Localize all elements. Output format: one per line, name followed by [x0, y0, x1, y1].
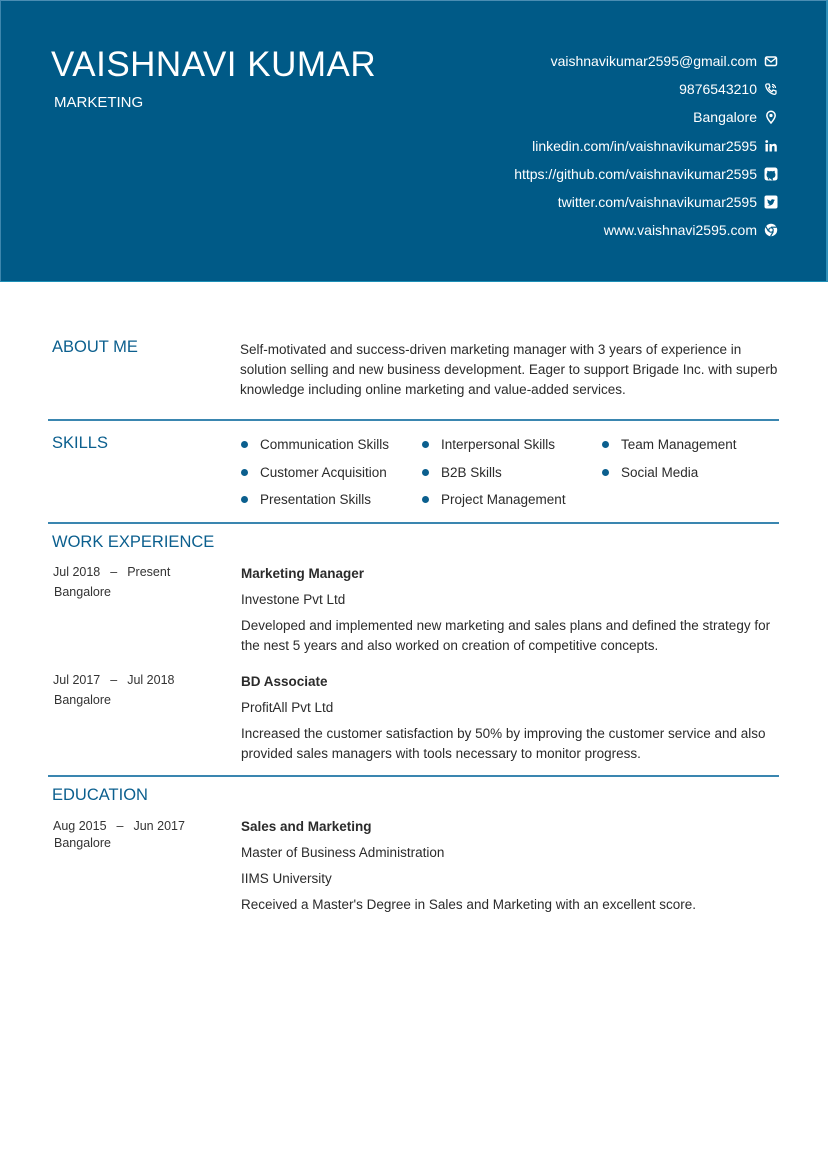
mail-icon [764, 54, 778, 68]
contact-linkedin-text[interactable]: linkedin.com/in/vaishnavikumar2595 [532, 137, 757, 154]
chrome-icon [764, 223, 778, 237]
skill-item [421, 435, 601, 455]
date-separator: – [116, 819, 124, 833]
education-entry [241, 817, 781, 921]
job-description: Developed and implemented new marketing and sales plans and defined the strategy for the nest 5 years and also worked on creation of competitive concepts. [241, 618, 771, 653]
section-title-work: WORK EXPERIENCE [52, 533, 215, 551]
job-title: BD Associate [241, 674, 328, 689]
bullet-icon [422, 496, 429, 503]
company-name: Investone Pvt Ltd [241, 592, 346, 607]
entry-location: Bangalore [54, 693, 111, 707]
contact-phone[interactable] [679, 75, 778, 103]
bullet-icon [241, 496, 248, 503]
contact-email-text[interactable]: vaishnavikumar2595@gmail.com [550, 53, 757, 70]
skill-label: Project Management [441, 492, 566, 508]
skill-label: Presentation Skills [260, 492, 372, 508]
work-entry-meta [53, 670, 174, 710]
field-of-study: Sales and Marketing [241, 819, 372, 834]
bullet-icon [241, 469, 248, 476]
skill-label: Interpersonal Skills [441, 437, 556, 453]
section-divider [48, 522, 779, 524]
date-separator: – [110, 673, 118, 687]
bullet-icon [602, 441, 609, 448]
skill-item [601, 463, 781, 483]
section-divider [48, 419, 779, 421]
location-pin-icon [764, 110, 778, 124]
work-entry [241, 672, 781, 763]
work-entry-meta [53, 562, 170, 602]
contact-github[interactable] [514, 160, 778, 188]
skill-label: Social Media [621, 464, 699, 480]
date-separator: – [110, 565, 118, 579]
entry-location: Bangalore [54, 836, 111, 850]
job-description: Increased the customer satisfaction by 50% by improving the customer service and also provided sales managers with tools necessary to monitor progress. [241, 726, 766, 761]
skill-item [421, 463, 601, 483]
start-date: Aug 2015 [53, 819, 107, 833]
skill-label: Communication Skills [260, 437, 390, 453]
date-range [53, 670, 174, 690]
start-date: Jul 2017 [53, 673, 101, 687]
skill-label: Customer Acquisition [260, 464, 387, 480]
skill-item [240, 435, 421, 455]
contact-list [514, 47, 778, 244]
contact-twitter-text[interactable]: twitter.com/vaishnavikumar2595 [557, 194, 757, 211]
linkedin-icon [764, 139, 778, 153]
skill-label: Team Management [621, 437, 737, 453]
contact-location [693, 103, 778, 131]
skill-item [240, 490, 421, 510]
contact-website-text[interactable]: www.vaishnavi2595.com [603, 222, 757, 239]
twitter-icon [764, 195, 778, 209]
degree-name: Master of Business Administration [241, 845, 445, 860]
bullet-icon [602, 469, 609, 476]
section-title-about: ABOUT ME [52, 338, 138, 356]
start-date: Jul 2018 [53, 565, 101, 579]
bullet-icon [422, 469, 429, 476]
education-description: Received a Master's Degree in Sales and Marketing with an excellent score. [241, 897, 697, 912]
candidate-name: VAISHNAVI KUMAR [51, 45, 377, 84]
phone-icon [764, 82, 778, 96]
contact-github-text[interactable]: https://github.com/vaishnavikumar2595 [514, 165, 757, 182]
company-name: ProfitAll Pvt Ltd [241, 700, 334, 715]
contact-phone-text[interactable]: 9876543210 [679, 81, 757, 98]
skill-label: B2B Skills [441, 464, 502, 480]
skill-item [601, 435, 781, 455]
bullet-icon [422, 441, 429, 448]
skills-list [240, 435, 781, 510]
skill-item [240, 463, 421, 483]
github-icon [764, 167, 778, 181]
contact-email[interactable] [551, 47, 778, 75]
contact-linkedin[interactable] [532, 132, 778, 160]
resume-header [0, 0, 828, 282]
contact-website[interactable] [604, 216, 778, 244]
bullet-icon [241, 441, 248, 448]
work-entry [241, 564, 781, 655]
job-title: Marketing Manager [241, 566, 365, 581]
end-date: Present [127, 565, 171, 579]
contact-twitter[interactable] [558, 188, 778, 216]
contact-location-text: Bangalore [693, 109, 757, 126]
candidate-role: MARKETING [54, 94, 144, 111]
end-date: Jun 2017 [133, 819, 185, 833]
about-text: Self-motivated and success-driven marketing manager with 3 years of experience in solution selling and new business development. Eager to support Brigade Inc. with superb knowledge including online marketing and value-added services. [240, 342, 778, 397]
section-title-skills: SKILLS [52, 434, 108, 452]
end-date: Jul 2018 [127, 673, 175, 687]
section-divider [48, 775, 779, 777]
skill-item [421, 490, 601, 510]
education-entry-meta [53, 816, 185, 853]
section-title-education: EDUCATION [52, 786, 148, 804]
date-range [53, 562, 170, 582]
entry-location: Bangalore [54, 585, 111, 599]
institution-name: IIMS University [241, 871, 332, 886]
